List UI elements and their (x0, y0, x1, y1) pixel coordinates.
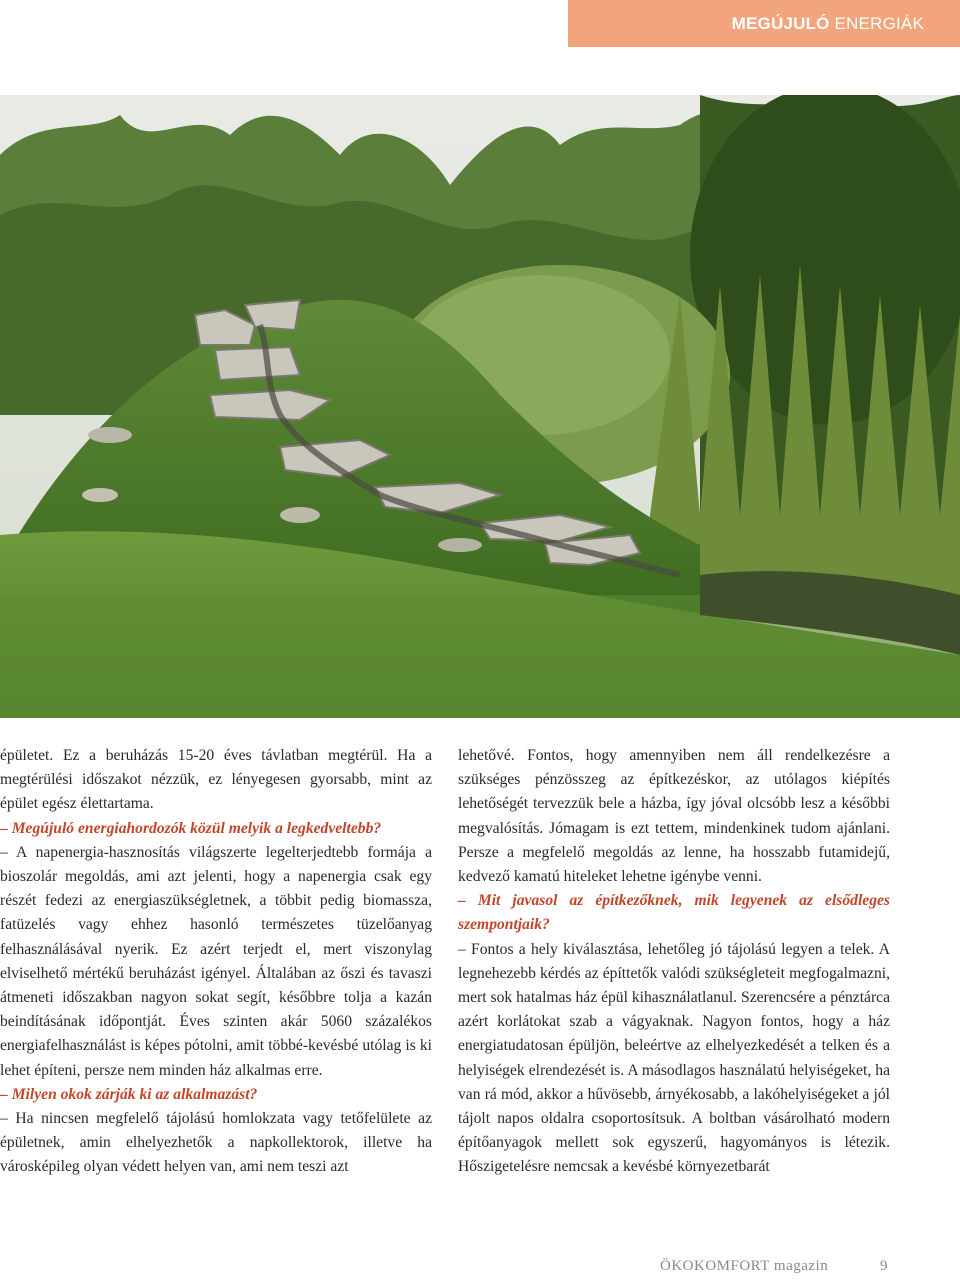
right-paragraph-2: – Fontos a hely kiválasztása, lehetőleg jó tájolású legyen a telek. A legnehezebb kérdés az építtetők valódi szükségleteit megfogalmazni, mert sok hatalmas ház épül kihasználatlanul. Szerencsére a pénztárca azért korlátokat szab a vágyaknak. Nagyon fontos, hogy a ház energiatudatosan épüljön, beleértve az elhelyezkedését a telken és a helyiségek elrendezését is. A másodlagos használatú helyiségeket, ha van rá mód, akkor a hűvösebb, árnyékosabb, a lakóhelyiségeket a jól tájolt napos oldalra csoportosítsuk. A boltban vásárolható modern építőanyagok mellett sok egyszerű, hagyományos is létezik. Hőszigetelésre nemcsak a kevésbé környezetbarát (458, 940, 890, 1176)
right-paragraph-1: lehetővé. Fontos, hogy amennyiben nem áll rendelkezésre a szükséges pénzösszeg az építkezéskor, az utólagos kiépítés lehetőségét tervezzük bele a házba, így jóval olcsóbb lesz a későbbi megvalósítás. Jómagam is ezt tettem, mindenkinek tudom ajánlani. Persze a megfelelő megoldás az lenne, ha hosszabb futamidejű, kedvező kamatú hiteleket lehetne igénybe venni. (458, 747, 890, 886)
left-paragraph-3: – Ha nincsen megfelelő tájolású homlokzata vagy tetőfelülete az épületnek, amin elhelyezhetők a napkollektorok, illetve ha városképileg olyan védett helyen van, ami nem teszi azt (0, 1110, 432, 1176)
left-text-column (0, 744, 432, 1180)
question-2: – Milyen okok zárják ki az alkalmazást? (0, 1085, 258, 1103)
left-paragraph-1: épületet. Ez a beruházás 15-20 éves távlatban megtérül. Ha a megtérülési időszakot nézzük, ez lényegesen gyorsabb, mint az épület egész élettartama. (0, 747, 432, 813)
garden-photo (0, 95, 960, 718)
left-paragraph-2: – A napenergia-hasznosítás világszerte legelterjedtebb formája a bioszolár megoldás, ami azt jelenti, hogy a napenergia csak egy részét fedezi az energiaszükségletnek, a többit pedig biomassza, fatüzelés vagy ehhez hasonló természetes tüzelőanyag felhasználásával nyerik. Ez azért terjedt el, mert viszonylag elviselhető mértékű beruházást igényel. Általában az őszi és tavaszi átmeneti időszakban nagyon sokat segít, későbbre tolja a kazán beindításának időpontját. Éves szinten akár 5060 százalékos energiafelhasználást is képes pótolni, amit többé-kevésbé utólag is ki lehet építeni, persze nem minden ház alkalmas erre. (0, 843, 432, 1079)
section-title-bold: MEGÚJULÓ (731, 14, 830, 33)
page-footer (660, 1258, 900, 1282)
right-text-column (458, 744, 890, 1180)
section-header-tab (568, 0, 960, 47)
section-title-light: ENERGIÁK (834, 14, 924, 33)
question-1: – Megújuló energiahordozók közül melyik a legkedveltebb? (0, 819, 382, 837)
question-3: – Mit javasol az építkezőknek, mik legyenek az elsődleges szempontjaik? (458, 892, 890, 934)
magazine-name: ÖKOKOMFORT magazin (660, 1258, 829, 1274)
page-number: 9 (880, 1258, 888, 1274)
